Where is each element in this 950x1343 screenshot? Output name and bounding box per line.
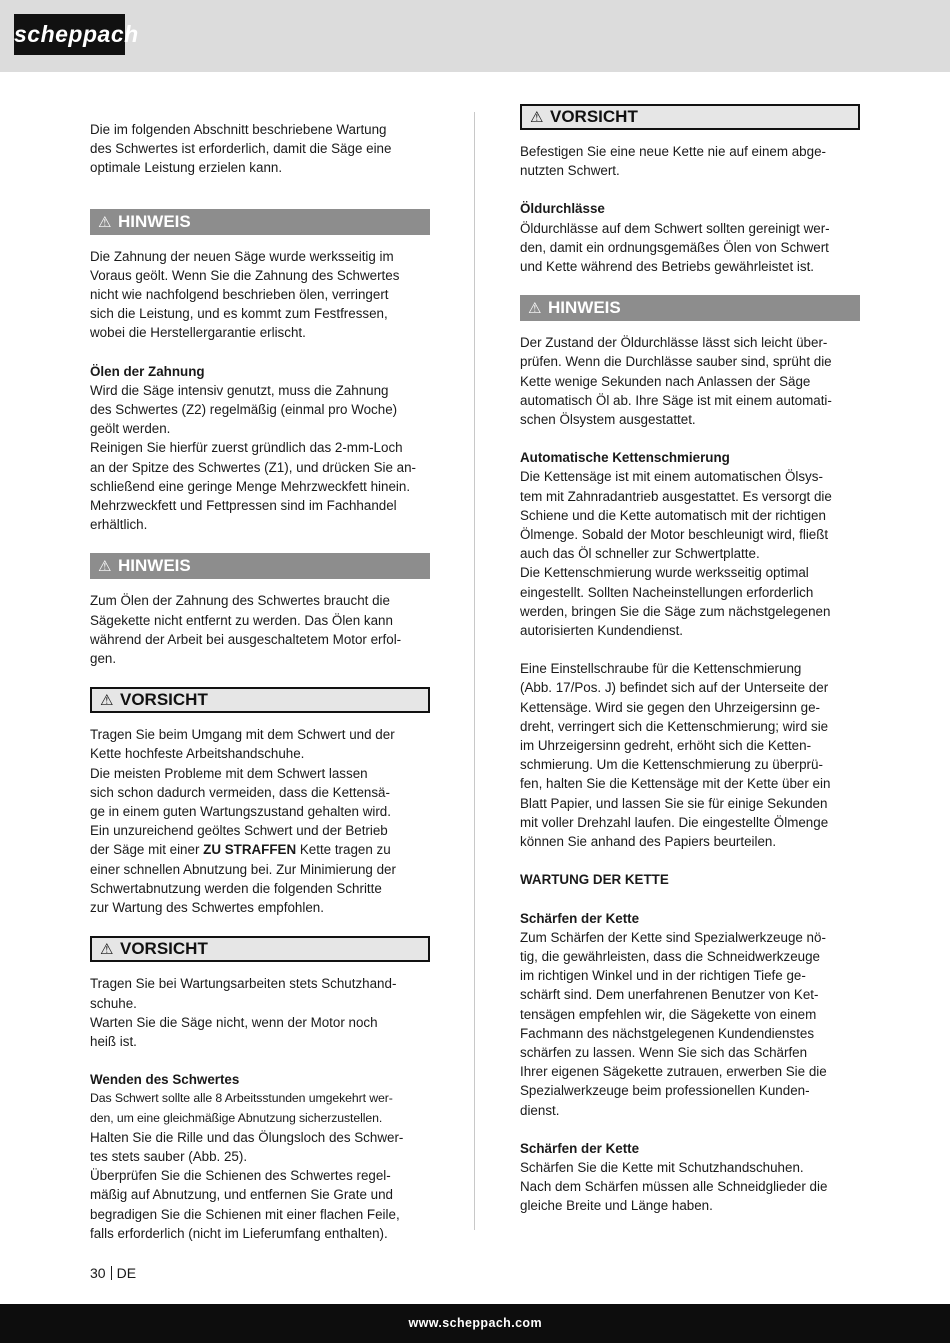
vorsicht-text-1b	[90, 860, 430, 918]
text-line: eingestellt. Sollten Nacheinstellungen erforderlich	[520, 584, 814, 600]
vorsicht-banner-1: ⚠ VORSICHT	[90, 687, 430, 713]
right-column	[520, 104, 860, 1216]
text-line: schuhe.	[90, 995, 137, 1011]
text-line: Voraus geölt. Wenn Sie die Zahnung des Schwertes	[90, 267, 400, 283]
text-line: nicht wie nachfolgend beschrieben ölen, verringert	[90, 287, 389, 303]
vorsicht-banner-3: ⚠ VORSICHT	[520, 104, 860, 130]
hinweis-banner-2: ⚠ HINWEIS	[90, 553, 430, 579]
left-column	[90, 120, 430, 1243]
text-line: Halten Sie die Rille und das Ölungsloch des Schwer-	[90, 1129, 404, 1145]
text-line: schließend eine geringe Menge Mehrzweckfett hinein.	[90, 478, 411, 494]
text-line: Warten Sie die Säge nicht, wenn der Motor noch	[90, 1014, 378, 1030]
text-line: nutzten Schwert.	[520, 163, 620, 179]
einstell-text	[520, 659, 860, 851]
text-line: den, damit ein ordnungsgemäßes Ölen von Schwert	[520, 239, 829, 255]
text-line: gleiche Breite und Länge haben.	[520, 1198, 713, 1214]
warning-icon: ⚠	[100, 941, 114, 959]
section-heading: Wenden des Schwertes	[90, 1072, 240, 1088]
warning-icon: ⚠	[530, 109, 544, 126]
wenden-text	[90, 1128, 430, 1243]
text-line: Ihrer eigenen Sägekette zutrauen, erwerben Sie die	[520, 1064, 827, 1080]
text-line: erhältlich.	[90, 517, 148, 533]
schaerfen-text-1	[520, 928, 860, 1120]
text-line: tensägen empfehlen wir, die Sägekette von einem	[520, 1006, 817, 1022]
text-line: zur Wartung des Schwertes empfohlen.	[90, 900, 324, 916]
text-line: autorisierten Kundendienst.	[520, 623, 684, 639]
text-line: Die Kettenschmierung wurde werksseitig optimal	[520, 565, 809, 581]
text-line: Fachmann des nächstgelegenen Kundendienstes	[520, 1025, 815, 1041]
column-divider	[474, 112, 475, 1230]
hinweis-text-2	[90, 591, 430, 668]
vorsicht-text-1a	[90, 725, 430, 840]
text-line: Sägekette nicht entfernt zu werden. Das Ölen kann	[90, 612, 393, 628]
text-line: im Uhrzeigersinn gedreht, erhöht sich die Ketten-	[520, 738, 812, 754]
section-heading: Schärfen der Kette	[520, 1140, 640, 1156]
vorsicht-text-3	[520, 142, 860, 180]
warning-icon: ⚠	[528, 300, 542, 318]
text-line: schärft sind. Dem unerfahrenen Benutzer von Ket-	[520, 987, 819, 1003]
text-line: prüfen. Wenn die Durchlässe sauber sind, sprüht die	[520, 354, 832, 370]
text-line: Ölmenge. Sobald der Motor beschleunigt wird, fließt	[520, 527, 829, 543]
text-line: Öldurchlässe auf dem Schwert sollten gereinigt wer-	[520, 220, 830, 236]
text-line: Die meisten Probleme mit dem Schwert lassen	[90, 765, 368, 781]
text-line: dreht, verringert sich die Kettenschmierung; wird sie	[520, 718, 829, 734]
text-line: Spezialwerkzeuge beim professionellen Kunden-	[520, 1083, 810, 1099]
section-heading: Öldurchlässe	[520, 201, 605, 217]
text-line: Tragen Sie bei Wartungsarbeiten stets Schutzhand-	[90, 976, 397, 992]
text-line: wobei die Herstellergarantie erlischt.	[90, 325, 306, 341]
text-line: Überprüfen Sie die Schienen des Schwertes regel-	[90, 1168, 391, 1184]
text-line: Eine Einstellschraube für die Kettenschmierung	[520, 661, 802, 677]
text-line: Schiene und die Kette automatisch mit der richtigen	[520, 507, 826, 523]
text-line: Nach dem Schärfen müssen alle Schneidglieder die	[520, 1179, 828, 1195]
text-line: Kette wenige Sekunden nach Anlassen der Säge	[520, 373, 811, 389]
text-line: sich die Leistung, und es kommt zum Festfressen,	[90, 306, 388, 322]
text-line: im richtigen Winkel und in der richtigen Tiefe ge-	[520, 968, 806, 984]
hinweis-text-3	[520, 333, 860, 429]
page-footer	[0, 1304, 950, 1343]
section-heading: WARTUNG DER KETTE	[520, 872, 669, 888]
text-line: sich schon dadurch vermeiden, dass die Kettensä-	[90, 784, 390, 800]
oelen-text	[90, 381, 430, 535]
text-line: und Kette während des Betriebs gewährleistet ist.	[520, 259, 815, 275]
section-heading: Ölen der Zahnung	[90, 363, 205, 379]
text-line: des Schwertes ist erforderlich, damit die Säge eine	[90, 141, 392, 157]
text-line: begradigen Sie die Schienen mit einer flachen Feile,	[90, 1206, 400, 1222]
text-line: während der Arbeit bei ausgeschaltetem Motor erfol-	[90, 631, 402, 647]
website-link[interactable]: www.scheppach.com	[408, 1316, 542, 1330]
text-line: Wird die Säge intensiv genutzt, muss die Zahnung	[90, 382, 389, 398]
text-line: optimale Leistung erzielen kann.	[90, 160, 283, 176]
text-line: Tragen Sie beim Umgang mit dem Schwert und der	[90, 727, 395, 743]
vorsicht-banner-2: ⚠ VORSICHT	[90, 936, 430, 962]
text-line: schen Ölsystem ausgestattet.	[520, 412, 696, 428]
text-line: Schwertabnutzung werden die folgenden Schritte	[90, 880, 382, 896]
text-line: schärfen zu lassen. Wenn Sie sich das Schärfen	[520, 1044, 808, 1060]
section-heading: Schärfen der Kette	[520, 910, 640, 926]
text-line: Das Schwert sollte alle 8 Arbeitsstunden umgekehrt wer-	[90, 1091, 393, 1106]
text-line: mäßig auf Abnutzung, und entfernen Sie Grate und	[90, 1187, 393, 1203]
vorsicht-line-bold: der Säge mit einer ZU STRAFFEN Kette tragen zu	[90, 842, 391, 858]
text-line: (Abb. 17/Pos. J) befindet sich auf der Unterseite der	[520, 680, 829, 696]
text-line: einer schnellen Abnutzung bei. Zur Minimierung der	[90, 861, 396, 877]
warning-icon: ⚠	[98, 213, 112, 231]
page-header	[0, 0, 950, 72]
text-line: werden, bringen Sie die Säge zum nächstgelegenen	[520, 603, 831, 619]
text-line: falls erforderlich (nicht im Lieferumfang enthalten).	[90, 1225, 388, 1241]
text-line: den, um eine gleichmäßige Abnutzung sicherzustellen.	[90, 1110, 383, 1125]
text-line: Schärfen Sie die Kette mit Schutzhandschuhen.	[520, 1159, 804, 1175]
auto-text	[520, 467, 860, 640]
text-line: Die Kettensäge ist mit einem automatischen Ölsys-	[520, 469, 823, 485]
hinweis-banner-3: ⚠ HINWEIS	[520, 295, 860, 321]
text-line: gen.	[90, 651, 117, 667]
text-line: Die Zahnung der neuen Säge wurde werksseitig im	[90, 248, 394, 264]
text-line: Der Zustand der Öldurchlässe lässt sich leicht über-	[520, 335, 828, 351]
text-line: an der Spitze des Schwertes (Z1), und drücken Sie an-	[90, 459, 417, 475]
text-line: auch das Öl schneller zur Schwertplatte.	[520, 546, 760, 562]
hinweis-banner-1: ⚠ HINWEIS	[90, 209, 430, 235]
text-line: Kette hochfeste Arbeitshandschuhe.	[90, 746, 305, 762]
text-line: tig, die gewährleisten, dass die Schneidwerkzeuge	[520, 948, 820, 964]
text-line: Blatt Papier, und lassen Sie sie für einige Sekunden	[520, 795, 828, 811]
text-line: ge in einem guten Wartungszustand gehalten wird.	[90, 804, 391, 820]
brand-logo: scheppach	[14, 14, 125, 55]
text-line: automatisch Öl ab. Ihre Säge ist mit einem automati-	[520, 392, 832, 408]
text-line: können Sie anhand des Papiers beurteilen.	[520, 834, 777, 850]
text-line: Ein unzureichend geöltes Schwert und der Betrieb	[90, 823, 388, 839]
text-line: schmierung. Um die Kettenschmierung zu überprü-	[520, 757, 823, 773]
oel-text	[520, 219, 860, 277]
text-line: Mehrzweckfett und Fettpressen sind im Fachhandel	[90, 498, 397, 514]
text-line: Die im folgenden Abschnitt beschriebene Wartung	[90, 122, 387, 137]
intro-paragraph	[90, 120, 430, 178]
text-line: Kettensäge. Wird sie gegen den Uhrzeigersinn ge-	[520, 699, 820, 715]
page-number: 30 DE	[90, 1265, 137, 1281]
text-line: Reinigen Sie hierfür zuerst gründlich das 2-mm-Loch	[90, 440, 403, 456]
vorsicht-text-2	[90, 974, 430, 1051]
text-line: Zum Schärfen der Kette sind Spezialwerkzeuge nö-	[520, 929, 826, 945]
text-line: Befestigen Sie eine neue Kette nie auf einem abge-	[520, 144, 826, 159]
text-line: mit voller Drehzahl laufen. Die eingestellte Ölmenge	[520, 814, 829, 830]
text-line: heiß ist.	[90, 1033, 137, 1049]
text-line: fen, halten Sie die Kettensäge mit der Kette über ein	[520, 776, 831, 792]
warning-icon: ⚠	[100, 692, 114, 710]
hinweis-text-1	[90, 247, 430, 343]
text-line: des Schwertes (Z2) regelmäßig (einmal pro Woche)	[90, 402, 398, 418]
text-line: geölt werden.	[90, 421, 171, 437]
wenden-small-text	[90, 1089, 430, 1127]
warning-icon: ⚠	[98, 558, 112, 576]
text-line: Zum Ölen der Zahnung des Schwertes braucht die	[90, 593, 390, 609]
text-line: tes stets sauber (Abb. 25).	[90, 1148, 248, 1164]
text-line: tem mit Zahnradantrieb ausgestattet. Es versorgt die	[520, 488, 832, 504]
text-line: dienst.	[520, 1102, 560, 1118]
section-heading: Automatische Kettenschmierung	[520, 450, 730, 466]
schaerfen-text-2	[520, 1158, 860, 1216]
